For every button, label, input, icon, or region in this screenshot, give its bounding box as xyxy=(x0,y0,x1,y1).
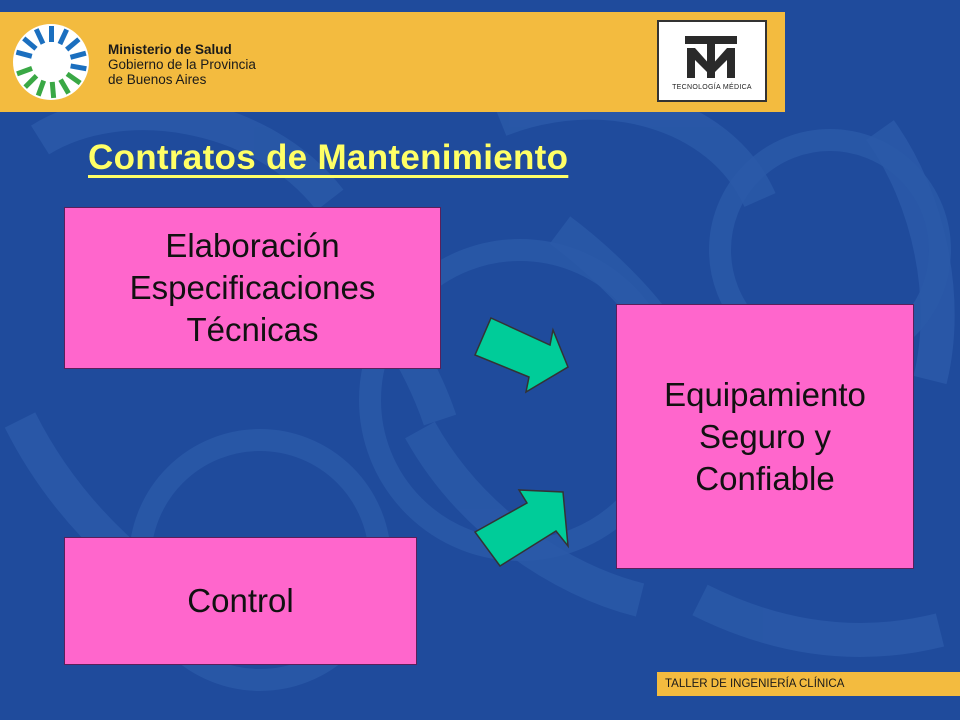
footer-label: TALLER DE INGENIERÍA CLÍNICA xyxy=(657,672,960,696)
ministry-name: Ministerio de Salud xyxy=(108,42,232,57)
elaboracion-text xyxy=(130,225,376,351)
elaboracion-line-3: Técnicas xyxy=(186,311,319,348)
ministry-line-2: Gobierno de la Provincia xyxy=(108,57,256,72)
tm-monogram-icon xyxy=(659,22,765,82)
slide-title: Contratos de Mantenimiento xyxy=(88,138,569,177)
equipamiento-line-3: Confiable xyxy=(695,459,835,497)
equipamiento-line-2: Seguro y xyxy=(698,417,832,455)
equipamiento-box xyxy=(616,304,914,569)
equipamiento-line-1: Equipamiento xyxy=(664,375,866,413)
ministerio-salud-logo xyxy=(10,20,92,104)
elaboracion-line-1: Elaboración xyxy=(165,227,340,264)
tecnologia-medica-logo xyxy=(657,20,767,102)
control-text: Control xyxy=(187,582,294,619)
tm-caption: TECNOLOGÍA MÉDICA xyxy=(672,84,752,91)
equipamiento-text xyxy=(664,374,866,500)
elaboracion-box xyxy=(64,207,441,369)
header-banner xyxy=(0,12,785,112)
elaboracion-line-2: Especificaciones xyxy=(129,269,376,306)
ministry-text xyxy=(108,42,256,87)
ministry-line-3: de Buenos Aires xyxy=(108,72,207,87)
control-box xyxy=(64,537,417,665)
